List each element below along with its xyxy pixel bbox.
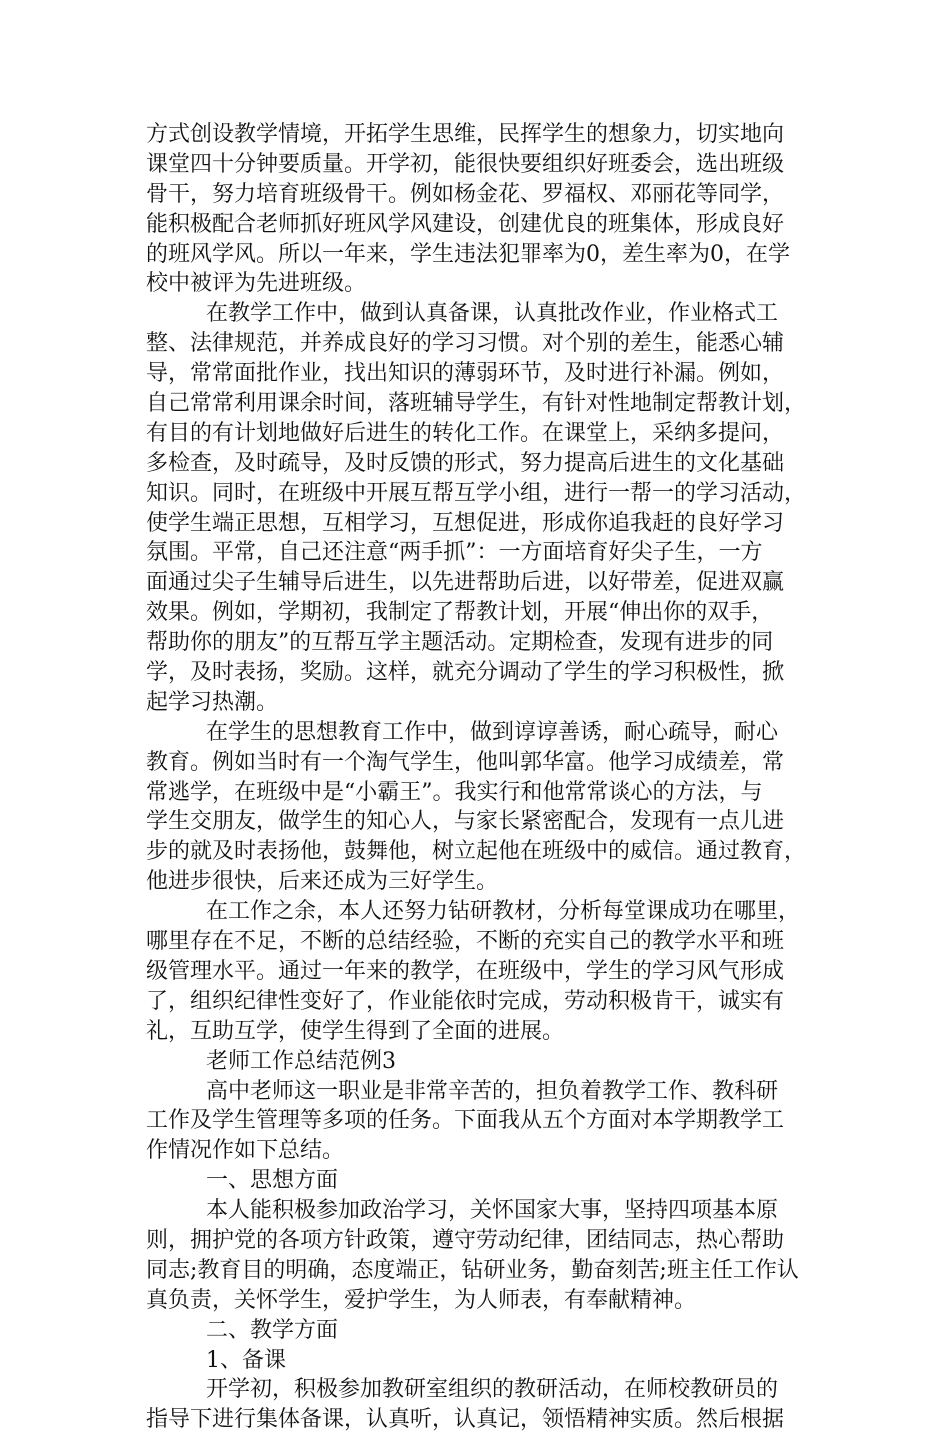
text-line: 作情况作如下总结。 (146, 1138, 345, 1164)
text-line: 学，及时表扬，奖励。这样，就充分调动了学生的学习积极性，掀 (146, 660, 785, 686)
text-line: 级管理水平。通过一年来的教学，在班级中，学生的学习风气形成 (146, 958, 785, 984)
text-line: 方式创设教学情境，开拓学生思维，民挥学生的想象力，切实地向 (146, 122, 785, 147)
text-line: 一、思想方面 (206, 1168, 339, 1194)
text-line: 自己常常利用课余时间，落班辅导学生，有针对性地制定帮教计划， (146, 391, 807, 417)
text-line: 能积极配合老师抓好班风学风建设，创建优良的班集体，形成良好 (146, 211, 785, 237)
text-line: 帮助你的朋友”的互帮互学主题活动。定期检查，发现有进步的同 (146, 630, 774, 656)
document-page (146, 120, 806, 1435)
text-line: 工作及学生管理等多项的任务。下面我从五个方面对本学期教学工 (146, 1108, 785, 1134)
text-line: 起学习热潮。 (146, 689, 279, 715)
text-line: 学生交朋友，做学生的知心人，与家长紧密配合，发现有一点儿进 (146, 809, 785, 835)
text-line: 知识。同时，在班级中开展互帮互学小组，进行一帮一的学习活动， (146, 480, 807, 506)
text-line: 1、备课 (206, 1347, 286, 1373)
text-line: 使学生端正思想，互相学习，互想促进，形成你追我赶的良好学习 (146, 510, 785, 536)
text-line: 本人能积极参加政治学习，关怀国家大事，坚持四项基本原 (206, 1198, 779, 1224)
text-line: 在学生的思想教育工作中，做到谆谆善诱，耐心疏导，耐心 (206, 719, 779, 745)
text-line: 课堂四十分钟要质量。开学初，能很快要组织好班委会，选出班级 (146, 151, 785, 177)
text-line: 骨干，努力培育班级骨干。例如杨金花、罗福权、邓丽花等同学， (146, 181, 785, 207)
text-line: 二、教学方面 (206, 1317, 339, 1343)
text-line: 多检查，及时疏导，及时反馈的形式，努力提高后进生的文化基础 (146, 450, 785, 476)
text-line: 他进步很快，后来还成为三好学生。 (146, 869, 499, 895)
text-line: 礼，互助互学，使学生得到了全面的进展。 (146, 1018, 565, 1044)
text-line: 步的就及时表扬他，鼓舞他，树立起他在班级中的威信。通过教育， (146, 839, 807, 865)
text-line: 则，拥护党的各项方针政策，遵守劳动纪律，团结同志，热心帮助 (146, 1227, 785, 1253)
text-line: 效果。例如，学期初，我制定了帮教计划，开展“伸出你的双手， (146, 600, 774, 626)
text-line: 校中被评为先进班级。 (146, 271, 367, 297)
text-line: 氛围。平常，自己还注意“两手抓”：一方面培育好尖子生，一方 (146, 540, 763, 566)
text-line: 老师工作总结范例3 (206, 1048, 396, 1074)
text-line: 在教学工作中，做到认真备课，认真批改作业，作业格式工 (206, 301, 779, 327)
text-line: 教育。例如当时有一个淘气学生，他叫郭华富。他学习成绩差，常 (146, 749, 785, 775)
text-line: 真负责，关怀学生，爱护学生，为人师表，有奉献精神。 (146, 1287, 697, 1313)
text-line: 高中老师这一职业是非常辛苦的，担负着教学工作、教科研 (206, 1078, 779, 1104)
text-line: 哪里存在不足，不断的总结经验，不断的充实自己的教学水平和班 (146, 929, 785, 955)
text-line: 开学初，积极参加教研室组织的教研活动，在师校教研员的 (206, 1377, 779, 1403)
text-line: 常逃学，在班级中是“小霸王”。我实行和他常常谈心的方法，与 (146, 779, 763, 805)
text-line: 面通过尖子生辅导后进生，以先进帮助后进，以好带差，促进双赢 (146, 570, 785, 596)
text-line: 有目的有计划地做好后进生的转化工作。在课堂上，采纳多提问， (146, 420, 785, 446)
text-line: 在工作之余，本人还努力钻研教材，分析每堂课成功在哪里， (206, 899, 801, 925)
text-line: 指导下进行集体备课，认真听，认真记，领悟精神实质。然后根据 (146, 1407, 785, 1433)
text-line: 了，组织纪律性变好了，作业能依时完成，劳动积极肯干，诚实有 (146, 988, 785, 1014)
text-line: 导，常常面批作业，找出知识的薄弱环节，及时进行补漏。例如， (146, 361, 785, 387)
text-line: 同志;教育目的明确，态度端正，钻研业务，勤奋刻苦;班主任工作认 (146, 1257, 799, 1283)
text-line: 整、法律规范，并养成良好的学习习惯。对个别的差生，能悉心辅 (146, 331, 785, 357)
text-line: 的班风学风。所以一年来，学生违法犯罪率为0，差生率为0，在学 (146, 241, 790, 267)
